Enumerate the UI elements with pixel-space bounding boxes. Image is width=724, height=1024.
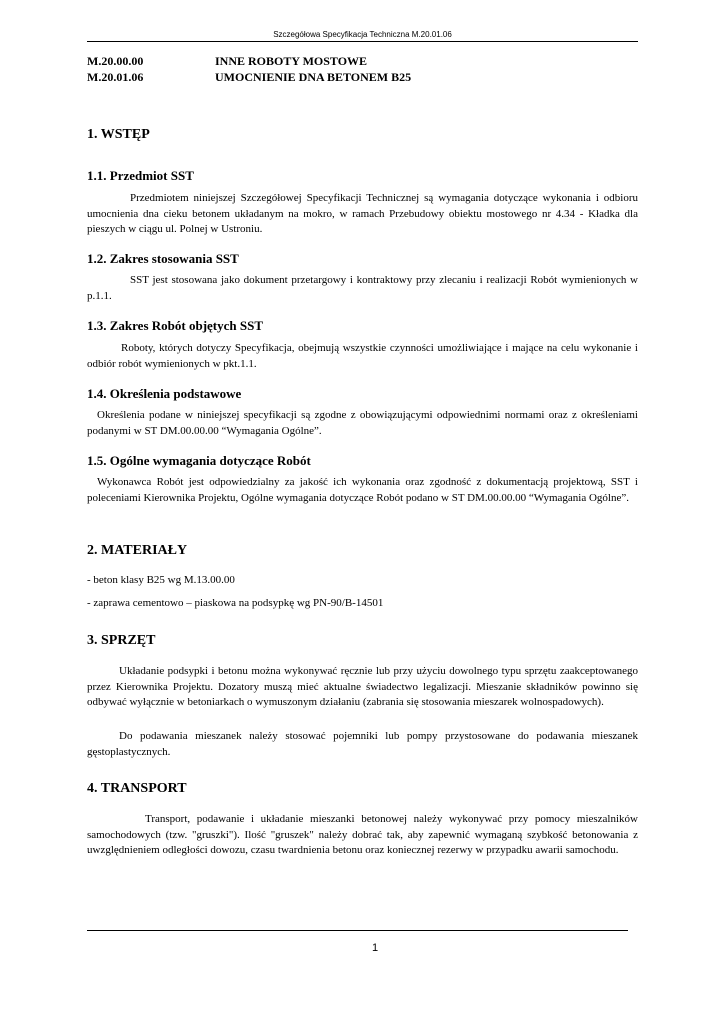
paragraph-sprzet-1: Układanie podsypki i betonu można wykonywać ręcznie lub przy użyciu dowolnego typu sprzętu zaakceptowanego przez Kierownika Projektu. Dozatory muszą mieć aktualne świadectwo legalizacji. Mieszanie składników powinno się odbywać wyłącznie w betoniarkach o wymuszonym działaniu (zabrania się stosowania mieszarek wolnospadowych). <box>87 665 638 709</box>
material-item: - zaprawa cementowo – piaskowa na podsypkę wg PN-90/B-14501 <box>87 597 384 609</box>
spec-code: M.20.00.00 <box>87 54 144 68</box>
page-header: Szczegółowa Specyfikacja Techniczna M.20.01.06 <box>273 30 452 39</box>
spec-name: INNE ROBOTY MOSTOWE <box>215 54 368 68</box>
section-heading-zakres-robot: 1.3. Zakres Robót objętych SST <box>87 318 264 333</box>
header-rule <box>87 41 638 42</box>
paragraph-sprzet-2: Do podawania mieszanek należy stosować pojemniki lub pompy przystosowane do podawania mieszanek gęstoplastycznych. <box>87 730 638 758</box>
section-heading-przedmiot: 1.1. Przedmiot SST <box>87 168 194 183</box>
paragraph-przedmiot: Przedmiotem niniejszej Szczegółowej Specyfikacji Technicznej są wymagania dotyczące wykonania i odbioru umocnienia dna cieku betonem układanym na mokro, w ramach Przebudowy obiektu mostowego nr 4.34 - Kładka dla pieszych w ciągu ul. Polnej w Ustroniu. <box>87 192 638 236</box>
footer-rule <box>87 930 628 931</box>
page-number: 1 <box>371 942 379 954</box>
spec-name: UMOCNIENIE DNA BETONEM B25 <box>215 70 412 84</box>
section-heading-zakres-stosowania: 1.2. Zakres stosowania SST <box>87 251 239 266</box>
material-item: - beton klasy B25 wg M.13.00.00 <box>87 574 235 586</box>
section-heading-okreslenia: 1.4. Określenia podstawowe <box>87 386 242 401</box>
spec-code: M.20.01.06 <box>87 70 144 84</box>
paragraph-okreslenia: Określenia podane w niniejszej specyfikacji są zgodne z obowiązującymi odpowiednimi normami oraz z określeniami podanymi w ST DM.00.00.00 “Wymagania Ogólne”. <box>87 409 638 437</box>
paragraph-transport: Transport, podawanie i układanie mieszanki betonowej należy wykonywać przy pomocy mieszalników samochodowych (tzw. "gruszki"). Ilość "gruszek" należy dobrać tak, aby zapewnić wymaganą szybkość betonowania z uwzględnieniem odległości dowozu, czasu twardnienia betonu oraz koniecznej rezerwy w przypadku awarii samochodu. <box>87 813 638 857</box>
section-heading-materialy: 2. MATERIAŁY <box>87 543 188 558</box>
paragraph-zakres-robot: Roboty, których dotyczy Specyfikacja, obejmują wszystkie czynności umożliwiające i mające na celu wykonanie i odbiór robót wymienionych w pkt.1.1. <box>87 342 638 370</box>
section-heading-wstep: 1. WSTĘP <box>87 127 150 142</box>
section-heading-transport: 4. TRANSPORT <box>87 781 187 796</box>
section-heading-ogolne-wymagania: 1.5. Ogólne wymagania dotyczące Robót <box>87 453 311 468</box>
paragraph-zakres-stosowania: SST jest stosowana jako dokument przetargowy i kontraktowy przy zlecaniu i realizacji Robót wymienionych w p.1.1. <box>87 274 638 302</box>
paragraph-ogolne-wymagania: Wykonawca Robót jest odpowiedzialny za jakość ich wykonania oraz zgodność z dokumentacją projektową, SST i poleceniami Kierownika Projektu, Ogólne wymagania dotyczące Robót podano w ST DM.00.00.00 “Wymagania Ogólne”. <box>87 476 638 504</box>
section-heading-sprzet: 3. SPRZĘT <box>87 633 156 648</box>
